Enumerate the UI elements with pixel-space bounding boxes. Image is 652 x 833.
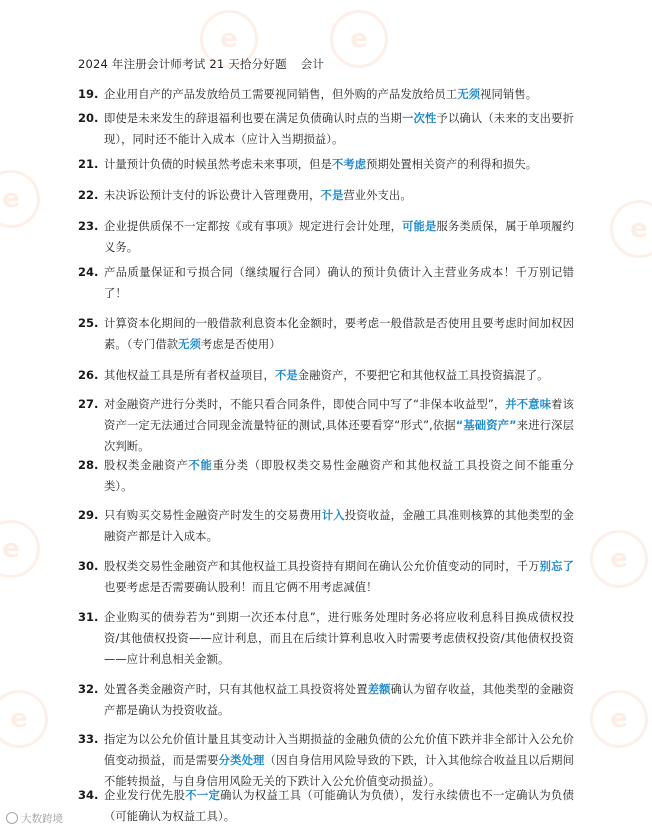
text-segment: 企业提供质保不一定都按《或有事项》规定进行会计处理，	[104, 220, 403, 233]
item-number: 30.	[78, 559, 99, 573]
text-segment: 着该资产一定无法通过合同现金流量特征的测试,具体还要看穿“形式”,依据	[104, 398, 575, 432]
item-number: 23.	[78, 219, 99, 233]
item-number: 24.	[78, 265, 99, 279]
highlighted-keyword: 差额	[367, 683, 391, 696]
text-segment: 计算资本化期间的一般借款利息资本化金额时，要考虑一般借款是否使用且要考虑时间加权因素。（专门借款	[104, 317, 574, 351]
item-number: 31.	[78, 610, 99, 624]
text-segment: 预期处置相关资产的利得和损失。	[366, 158, 538, 171]
highlighted-keyword: 不是	[320, 189, 344, 202]
text-segment: 考虑是否使用）	[200, 338, 281, 351]
text-segment: 未决诉讼预计支付的诉讼费计入管理费用，	[104, 189, 321, 202]
item-text	[104, 216, 574, 258]
watermark-logo: e	[590, 690, 648, 748]
text-segment: 企业用自产的产品发放给员工需要视同销售，但外购的产品发放给员工	[104, 88, 458, 101]
text-segment: 处置各类金融资产时，只有其他权益工具投资将处置	[104, 683, 368, 696]
item-text	[104, 729, 574, 792]
highlighted-keyword: 计入	[321, 509, 345, 522]
item-text	[104, 607, 574, 670]
item-text	[104, 262, 574, 304]
item-text	[104, 154, 574, 175]
text-segment: 指定为以公允价值计量且其变动计入当期损益的金融负债的公允价值下跌并非全部计入公允价值变动损益，而是需要	[104, 733, 574, 767]
item-number: 33.	[78, 732, 99, 746]
item-number: 32.	[78, 682, 99, 696]
highlighted-keyword: 并不意味	[505, 398, 552, 411]
text-segment: 确认为留存收益，其他类型的金融资产都是确认为投资收益。	[104, 683, 574, 717]
item-number: 27.	[78, 397, 99, 411]
highlighted-keyword: 分类处理	[218, 754, 265, 767]
text-segment: 重分类（即股权类交易性金融资产和其他权益工具投资之间不能重分类）。	[104, 459, 574, 493]
highlighted-keyword: 不能	[188, 459, 213, 472]
item-text	[104, 505, 574, 547]
text-segment: 企业购买的债券若为“到期一次还本付息”，进行账务处理时务必将应收利息科目换成债权投资/其他债权投资——应计利息，而且在后续计算利息收入时需要考虑债权投资/其他债权投资——应计利息相关金额。	[104, 611, 574, 666]
item-text	[104, 785, 574, 827]
highlighted-keyword: 无须	[178, 338, 201, 351]
highlighted-keyword: 可能是	[402, 220, 437, 233]
item-number: 26.	[78, 368, 99, 382]
text-segment: 即使是未来发生的辞退福利也要在满足负债确认时点的当期	[104, 112, 403, 125]
item-text	[104, 313, 574, 355]
highlighted-keyword: “基础资产”	[455, 419, 517, 432]
text-segment: 确认为权益工具（可能确认为负债），发行永续债也不一定确认为负债（可能确认为权益工具）。	[104, 789, 575, 823]
footer-brand	[6, 811, 63, 826]
page-header	[78, 56, 324, 72]
header-title: 2024 年注册会计师考试 21 天拾分好题	[78, 57, 287, 71]
text-segment: 股权类交易性金融资产和其他权益工具投资持有期间在确认公允价值变动的同时，千万	[104, 560, 540, 573]
item-number: 25.	[78, 316, 99, 330]
item-number: 19.	[78, 87, 99, 101]
text-segment: 也要考虑是否需要确认股利！而且它俩不用考虑减值！	[104, 581, 378, 594]
highlighted-keyword: 不考虑	[331, 158, 367, 171]
text-segment: 予以确认（未来的支出要折现），同时还不能计入成本（应计入当期损益）。	[104, 112, 574, 146]
text-segment: 服务类质保，属于单项履约义务。	[104, 220, 574, 254]
highlighted-keyword: 不是	[274, 369, 298, 382]
item-number: 21.	[78, 157, 99, 171]
highlighted-keyword: 不一定	[185, 789, 221, 802]
item-number: 29.	[78, 508, 99, 522]
text-segment: 营业外支出。	[343, 189, 412, 202]
text-segment: 视同销售。	[480, 88, 538, 101]
text-segment: 企业发行优先股	[104, 789, 186, 802]
text-segment: 只有购买交易性金融资产时发生的交易费用	[104, 509, 322, 522]
header-subject: 会计	[300, 57, 325, 71]
text-segment: 产品质量保证和亏损合同（继续履行合同）确认的预计负债计入主营业务成本！千万别记错了！	[104, 266, 574, 300]
text-segment: 对金融资产进行分类时，不能只看合同条件，即使合同中写了“非保本收益型”，	[104, 398, 506, 411]
item-text	[104, 185, 574, 206]
watermark-logo: e	[610, 200, 652, 258]
footer-brand-text: 大数跨境	[21, 813, 63, 825]
text-segment: （因自身信用风险导致的下跌，计入其他综合收益且以后期间不能转损益，与自身信用风险无关的下跌计入公允价值变动损益）。	[104, 754, 574, 788]
watermark-logo: e	[330, 10, 388, 68]
highlighted-keyword: 别忘了	[539, 560, 574, 573]
highlighted-keyword: 一次性	[402, 112, 437, 125]
item-number: 20.	[78, 111, 99, 125]
item-text	[104, 365, 574, 386]
item-number: 34.	[78, 788, 99, 802]
watermark-logo: e	[590, 530, 648, 588]
item-text	[104, 108, 574, 150]
text-segment: 计量预计负债的时候虽然考虑未来事项，但是	[104, 158, 332, 171]
watermark-logo: e	[0, 520, 40, 578]
text-segment: 其他权益工具是所有者权益项目，	[104, 369, 275, 382]
item-text	[104, 556, 574, 598]
item-number: 22.	[78, 188, 99, 202]
highlighted-keyword: 无须	[457, 88, 481, 101]
item-text	[104, 455, 574, 497]
watermark-logo: e	[200, 10, 258, 68]
text-segment: 金融资产，不要把它和其他权益工具投资搞混了。	[297, 369, 549, 382]
text-segment: 投资收益，金融工具准则核算的其他类型的金融资产都是计入成本。	[104, 509, 574, 543]
item-text	[104, 394, 574, 457]
text-segment: 股权类金融资产	[104, 459, 189, 472]
item-number: 28.	[78, 458, 99, 472]
item-text	[104, 84, 574, 105]
item-text	[104, 679, 574, 721]
brand-logo-icon	[6, 812, 18, 824]
text-segment: 来进行深层次判断。	[104, 419, 574, 453]
watermark-logo: e	[0, 690, 48, 748]
watermark-logo: e	[0, 170, 40, 228]
